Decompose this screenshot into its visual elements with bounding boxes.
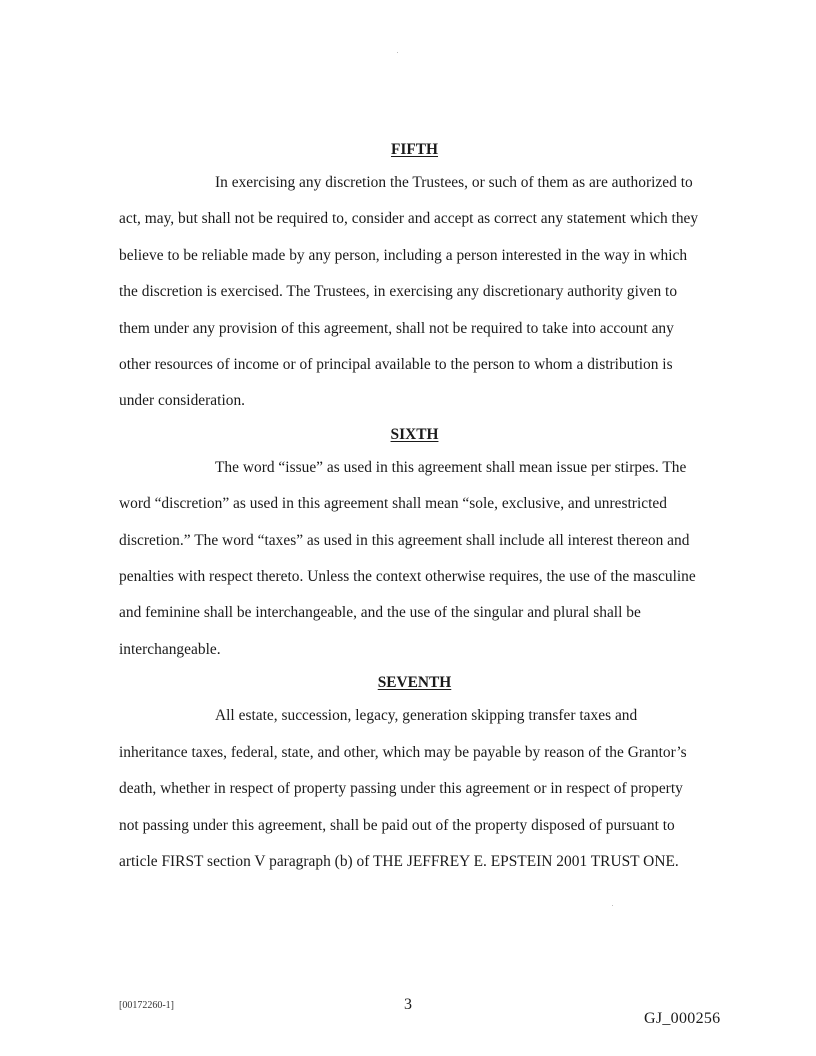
section-heading-seventh: SEVENTH xyxy=(377,674,452,692)
section-paragraph-fifth: In exercising any discretion the Trustees, or such of them as are authorized to act, may, but shall not be required to, consider and accept as correct any statement which they believe to be reliable made by any person, including a person interested in the way in which the discretion is exercised. The Trustees, in exercising any discretionary authority given to them under any provision of this agreement, shall not be required to take into account any other resources of income or of principal available to the person to whom a distribution is under consideration. xyxy=(119,174,699,410)
footer-document-id: [00172260-1] xyxy=(119,1000,174,1011)
section-heading-sixth: SIXTH xyxy=(390,425,439,443)
section-paragraph-sixth: The word “issue” as used in this agreement shall mean issue per stirpes. The word “discretion” as used in this agreement shall mean “sole, exclusive, and unrestricted discretion.” The word “taxes” as used in this agreement shall include all interest thereon and penalties with respect thereto. Unless the context otherwise requires, the use of the masculine and feminine shall be interchangeable, and the use of the singular and plural shall be interchangeable. xyxy=(119,458,696,658)
scan-speck xyxy=(612,905,613,906)
document-body xyxy=(119,135,704,880)
section-paragraph-seventh: All estate, succession, legacy, generation skipping transfer taxes and inheritance taxes, federal, state, and other, which may be payable by reason of the Grantor’s death, whether in respect of property passing under this agreement or in respect of property not passing under this agreement, shall be paid out of the property disposed of pursuant to article FIRST section V paragraph (b) of THE JEFFREY E. EPSTEIN 2001 TRUST ONE. xyxy=(119,707,687,870)
page-number: 3 xyxy=(404,996,412,1013)
scan-speck xyxy=(397,52,398,53)
section-heading-fifth: FIFTH xyxy=(390,141,439,158)
bates-number: GJ_000256 xyxy=(644,1010,721,1027)
